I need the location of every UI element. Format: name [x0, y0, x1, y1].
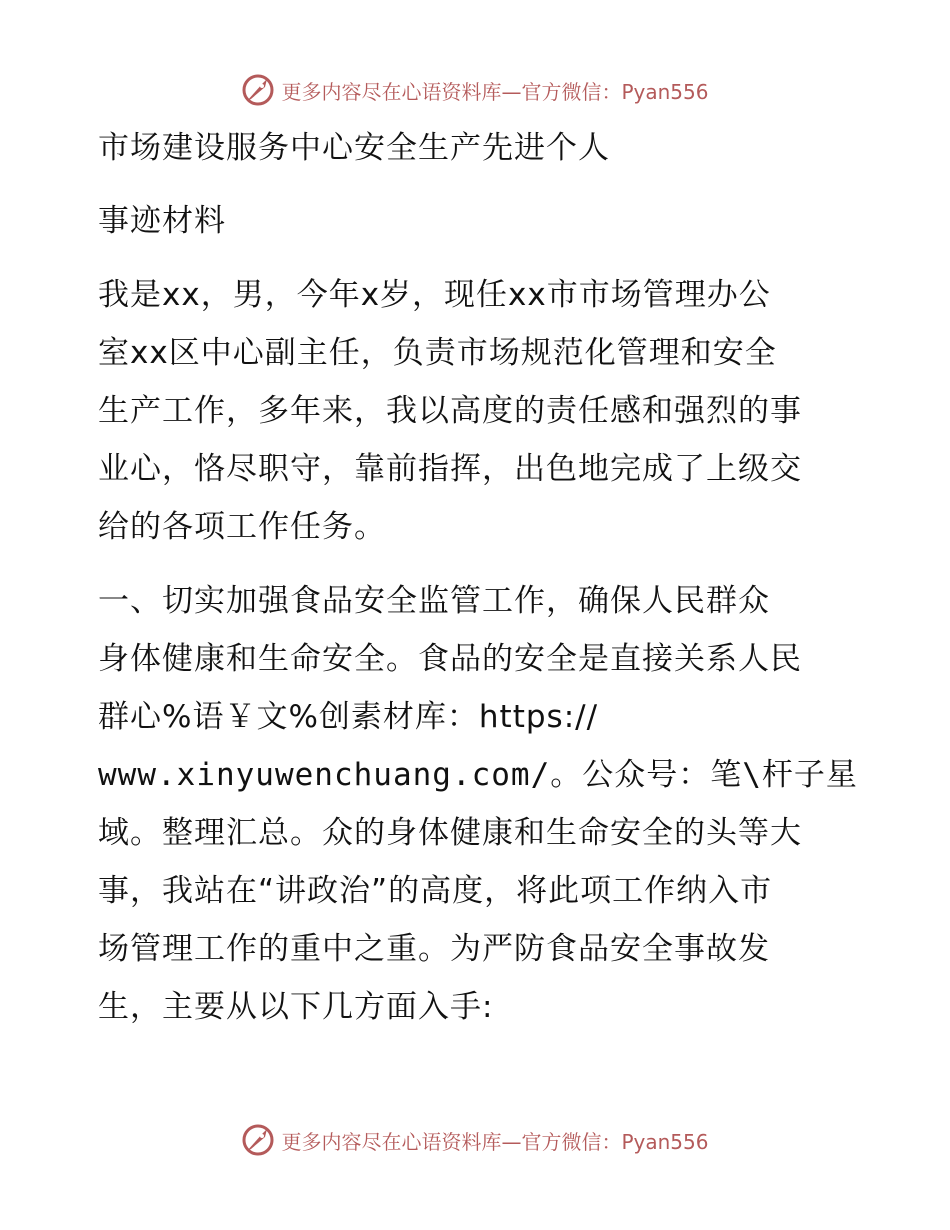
- paragraph-line: 给的各项工作任务。: [98, 509, 386, 545]
- paragraph-line: 事，我站在“讲政治”的高度，将此项工作纳入市: [98, 873, 773, 909]
- paragraph-line: 业心，恪尽职守，靠前指挥，出色地完成了上级交: [98, 451, 802, 487]
- quill-pen-logo-icon: [241, 73, 275, 107]
- paragraph-line: 生，主要从以下几方面入手:: [98, 989, 494, 1025]
- paragraph-line: 我是xx，男，今年x岁，现任xx市市场管理办公: [98, 277, 771, 313]
- paragraph-line: 一、切实加强食品安全监管工作，确保人民群众: [98, 583, 770, 619]
- banner-text: 更多内容尽在心语资料库—官方微信：Pyan556: [281, 1129, 709, 1154]
- document-title-line2: 事迹材料: [98, 203, 226, 239]
- banner-text: 更多内容尽在心语资料库—官方微信：Pyan556: [281, 79, 709, 104]
- paragraph-line: 身体健康和生命安全。食品的安全是直接关系人民: [98, 641, 802, 677]
- paragraph-line: www.xinyuwenchuang.com/。公众号：笔\杆子星: [98, 757, 858, 793]
- paragraph-line: 场管理工作的重中之重。为严防食品安全事故发: [98, 931, 770, 967]
- footer-banner: [0, 1120, 950, 1160]
- document-title-line1: 市场建设服务中心安全生产先进个人: [98, 130, 610, 166]
- paragraph-line: 域。整理汇总。众的身体健康和生命安全的头等大: [98, 815, 802, 851]
- quill-pen-logo-icon: [241, 1123, 275, 1157]
- paragraph-line: 群心%语￥文%创素材库：https://: [98, 699, 599, 735]
- paragraph-line: 室xx区中心副主任，负责市场规范化管理和安全: [98, 335, 777, 371]
- paragraph-line: 生产工作，多年来，我以高度的责任感和强烈的事: [98, 393, 802, 429]
- header-banner: [0, 70, 950, 110]
